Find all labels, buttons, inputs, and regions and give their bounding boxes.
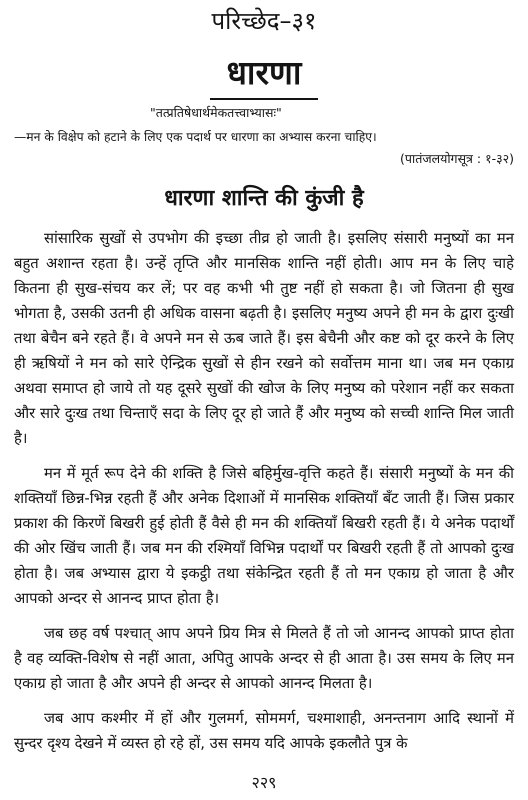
paragraph: जब आप कश्मीर में हों और गुलमर्ग, सोममर्ग, चश्माशाही, अनन्तनाग आदि स्थानों में सुन्दर दृश्य देखने में व्यस्त हो रहे हों, उस समय यदि आपके इकलौते पुत्र के xyxy=(14,710,514,752)
body-text xyxy=(14,226,514,766)
epigraph-meaning: —मन के विक्षेप को हटाने के लिए एक पदार्थ पर धारणा का अभ्यास करना चाहिए। xyxy=(14,130,377,144)
paragraph: सांसारिक सुखों से उपभोग की इच्छा तीव्र हो जाती है। इसलिए संसारी मनुष्यों का मन बहुत अशान्त रहता है। उन्हें तृप्ति और मानसिक शान्ति नहीं होती। आप मन के लिए चाहे कितना ही सुख-संचय कर लें; पर वह कभी भी तुष्ट नहीं हो सकता है। जो जितना ही सुख भोगता है, उसकी उतनी ही अधिक वासना बढ़ती है। इसलिए मनुष्य अपने ही मन के द्वारा दुःखी तथा बेचैन बने रहते हैं। वे अपने मन से ऊब जाते हैं। इस बेचैनी और कष्ट को दूर करने के लिए ही ऋषियों ने मन को सारे ऐन्द्रिक सुखों से हीन रखने को सर्वोत्तम माना था। जब मन एकाग्र अथवा समाप्त हो जाये तो यह दूसरे सुखों की खोज के लिए मनुष्य को परेशान नहीं कर सकता और सारे दुःख तथा चिन्ताएँ सदा के लिए दूर हो जाते हैं और मनुष्य को सच्ची शान्ति मिल जाती है। xyxy=(14,230,514,447)
epigraph-source: (पातंजलयोगसूत्र : १-३२) xyxy=(399,151,514,166)
paragraph: मन में मूर्त रूप देने की शक्ति है जिसे बहिर्मुख-वृत्ति कहते हैं। संसारी मनुष्यों के मन की शक्तियाँ छिन्न-भिन्न रहती हैं और अनेक दिशाओं में मानसिक शक्तियाँ बँट जाती हैं। जिस प्रकार प्रकाश की किरणें बिखरी हुई होती हैं वैसे ही मन की शक्तियाँ बिखरी रहती हैं। ये अनेक पदार्थों की ओर खिंच जाती हैं। जब मन की रश्मियाँ विभिन्न पदार्थों पर बिखरी रहती हैं तो आपको दुःख होता है। जब अभ्यास द्वारा ये इकट्ठी तथा संकेन्द्रित रहती हैं तो मन एकाग्र हो जाता है और आपको अन्दर से आनन्द प्राप्त होता है। xyxy=(14,465,514,607)
epigraph-sutra: "तत्प्रतिषेधार्थमेकतत्त्वाभ्यासः" xyxy=(150,105,282,120)
chapter-title: धारणा xyxy=(226,53,302,92)
section-heading: धारणा शान्ति की कुंजी है xyxy=(164,186,364,211)
chapter-heading: परिच्छेद–३१ xyxy=(211,7,317,35)
title-underline xyxy=(210,98,318,100)
page-number: २२९ xyxy=(251,773,277,792)
paragraph: जब छह वर्ष पश्चात् आप अपने प्रिय मित्र से मिलते हैं तो जो आनन्द आपको प्राप्त होता है वह व्यक्ति-विशेष से नहीं आता, अपितु आपके अन्दर से ही आता है। उस समय के लिए मन एकाग्र हो जाता है और अपने ही अन्दर से आपको आनन्द मिलता है। xyxy=(14,625,514,692)
